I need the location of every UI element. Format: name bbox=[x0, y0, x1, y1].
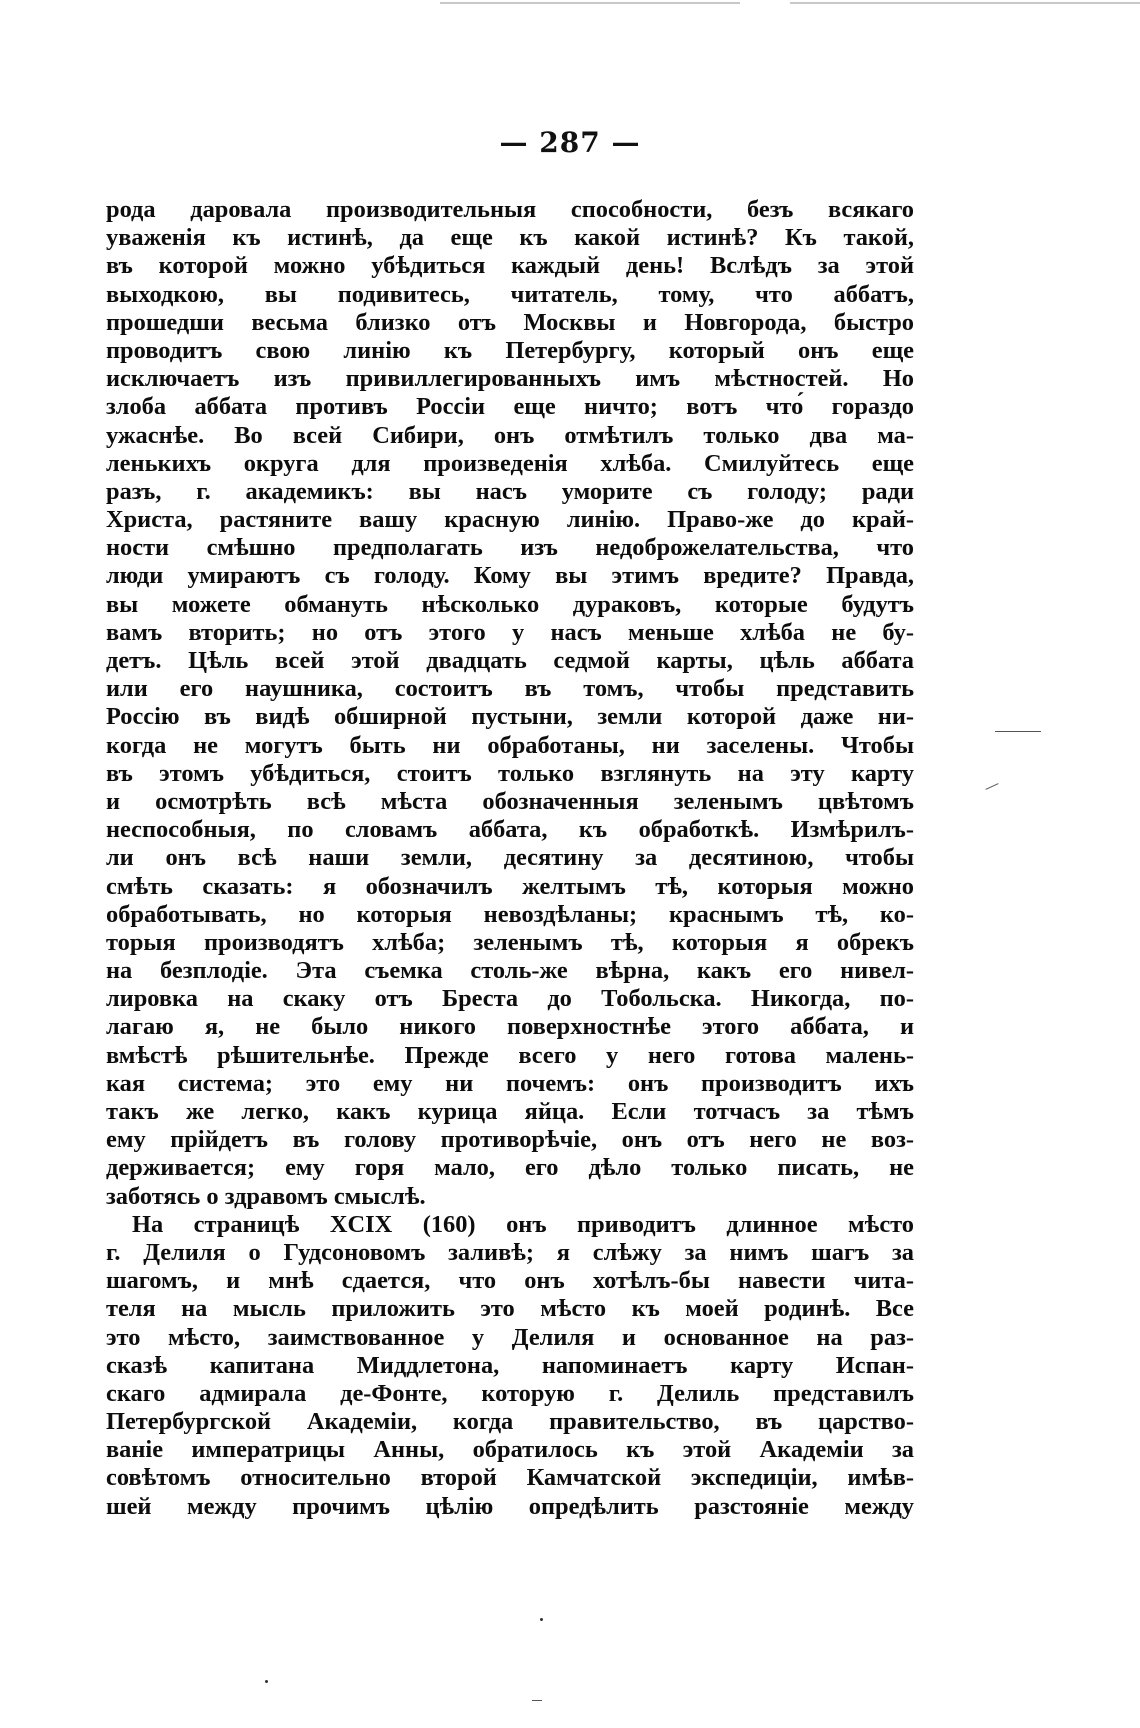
text-line: вамъ вторить; но отъ этого у насъ меньше хлѣба не бу- bbox=[106, 618, 914, 646]
text-line: детъ. Цѣль всей этой двадцать седмой карты, цѣль аббата bbox=[106, 647, 914, 674]
text-line: или его наушника, состоитъ въ томъ, чтобы представить bbox=[106, 675, 914, 703]
text-line: ности смѣшно предполагать изъ недоброжелательства, что bbox=[106, 534, 914, 562]
paragraph-end-line: заботясь о здравомъ смыслѣ. bbox=[106, 1182, 426, 1210]
scan-speck bbox=[540, 1618, 543, 1621]
text-line: кая система; это ему ни почемъ: онъ производитъ ихъ bbox=[106, 1069, 914, 1097]
text-line: на безплодіе. Эта съемка столь-же вѣрна, какъ его нивел- bbox=[106, 957, 914, 985]
text-line: и осмотрѣть всѣ мѣста обозначенныя зеленымъ цвѣтомъ bbox=[106, 787, 914, 815]
text-line: ваніе императрицы Анны, обратилось къ этой Академіи за bbox=[106, 1436, 914, 1464]
margin-scan-mark bbox=[995, 731, 1041, 732]
text-line: обработывать, но которыя невоздѣланы; краснымъ тѣ, ко- bbox=[106, 900, 914, 928]
text-line: неспособныя, по словамъ аббата, къ обработкѣ. Измѣрилъ- bbox=[106, 816, 914, 844]
text-line: въ этомъ убѣдиться, стоитъ только взглянуть на эту карту bbox=[106, 759, 914, 787]
text-line: смѣть сказать: я обозначилъ желтымъ тѣ, которыя можно bbox=[106, 872, 914, 900]
text-line: лировка на скаку отъ Бреста до Тобольска. Никогда, по- bbox=[106, 985, 914, 1013]
text-line: Христа, растяните вашу красную линію. Право-же до край- bbox=[106, 506, 914, 534]
text-line: вмѣстѣ рѣшительнѣе. Прежде всего у него готова малень- bbox=[106, 1041, 914, 1069]
margin-scan-mark bbox=[985, 783, 998, 790]
text-line: прошедши весьма близко отъ Москвы и Новгорода, быстро bbox=[106, 308, 914, 336]
text-line: ужаснѣе. Во всей Сибири, онъ отмѣтилъ только два ма- bbox=[106, 421, 914, 449]
scan-speck bbox=[532, 1700, 542, 1701]
text-line: Петербургской Академіи, когда правительство, въ царство- bbox=[106, 1408, 914, 1436]
text-line: люди умираютъ съ голоду. Кому вы этимъ вредите? Правда, bbox=[106, 562, 914, 590]
text-line: теля на мысль приложить это мѣсто къ моей родинѣ. Все bbox=[106, 1295, 914, 1323]
text-line: торыя производятъ хлѣба; зеленымъ тѣ, которыя я обрекъ bbox=[106, 928, 914, 956]
text-line: уваженія къ истинѣ, да еще къ какой истинѣ? Къ такой, bbox=[106, 224, 914, 252]
paragraph-start-line: На страницѣ XCIX (160) онъ приводитъ длинное мѣсто bbox=[132, 1210, 914, 1238]
text-line: вы можете обмануть нѣсколько дураковъ, которые будутъ bbox=[106, 590, 914, 618]
top-edge-rule bbox=[790, 2, 1140, 4]
text-line: когда не могутъ быть ни обработаны, ни заселены. Чтобы bbox=[106, 731, 914, 759]
text-line: Россію въ видѣ обширной пустыни, земли которой даже ни- bbox=[106, 703, 914, 731]
text-line: ему прійдетъ въ голову противорѣчіе, онъ отъ него не воз- bbox=[106, 1126, 914, 1154]
text-line: шагомъ, и мнѣ сдается, что онъ хотѣлъ-бы навести чита- bbox=[106, 1267, 914, 1295]
text-line: въ которой можно убѣдиться каждый день! Вслѣдъ за этой bbox=[106, 252, 914, 280]
text-line: совѣтомъ относительно второй Камчатской экспедиціи, имѣв- bbox=[106, 1464, 914, 1492]
page-number: — 287 — bbox=[499, 126, 641, 159]
text-line: злоба аббата противъ Россіи еще ничто; вотъ что́ гораздо bbox=[106, 393, 914, 421]
top-edge-rule bbox=[440, 2, 740, 4]
text-line: это мѣсто, заимствованное у Делиля и основанное на раз- bbox=[106, 1323, 914, 1351]
text-line: держивается; ему горя мало, его дѣло только писать, не bbox=[106, 1154, 914, 1182]
text-line: исключаетъ изъ привиллегированныхъ имъ мѣстностей. Но bbox=[106, 365, 914, 393]
body-text bbox=[106, 196, 914, 1521]
text-line: рода даровала производительныя способности, безъ всякаго bbox=[106, 196, 914, 223]
text-line: г. Делиля о Гудсоновомъ заливѣ; я слѣжу за нимъ шагъ за bbox=[106, 1238, 914, 1266]
text-line: шей между прочимъ цѣлію опредѣлить разстояніе между bbox=[106, 1492, 914, 1520]
text-line: ленькихъ округа для произведенія хлѣба. Смилуйтесь еще bbox=[106, 449, 914, 477]
text-line: выходкою, вы подивитесь, читатель, тому, что аббатъ, bbox=[106, 280, 914, 308]
text-line: разъ, г. академикъ: вы насъ уморите съ голоду; ради bbox=[106, 477, 914, 505]
text-line: сказѣ капитана Миддлетона, напоминаетъ карту Испан- bbox=[106, 1351, 914, 1379]
scan-speck bbox=[265, 1680, 268, 1683]
text-line: такъ же легко, какъ курица яйца. Если тотчасъ за тѣмъ bbox=[106, 1098, 914, 1125]
text-line: проводитъ свою линію къ Петербургу, который онъ еще bbox=[106, 336, 914, 364]
text-line: скаго адмирала де-Фонте, которую г. Делиль представилъ bbox=[106, 1379, 914, 1407]
text-line: ли онъ всѣ наши земли, десятину за десятиною, чтобы bbox=[106, 844, 914, 872]
text-line: лагаю я, не было никого поверхностнѣе этого аббата, и bbox=[106, 1013, 914, 1041]
